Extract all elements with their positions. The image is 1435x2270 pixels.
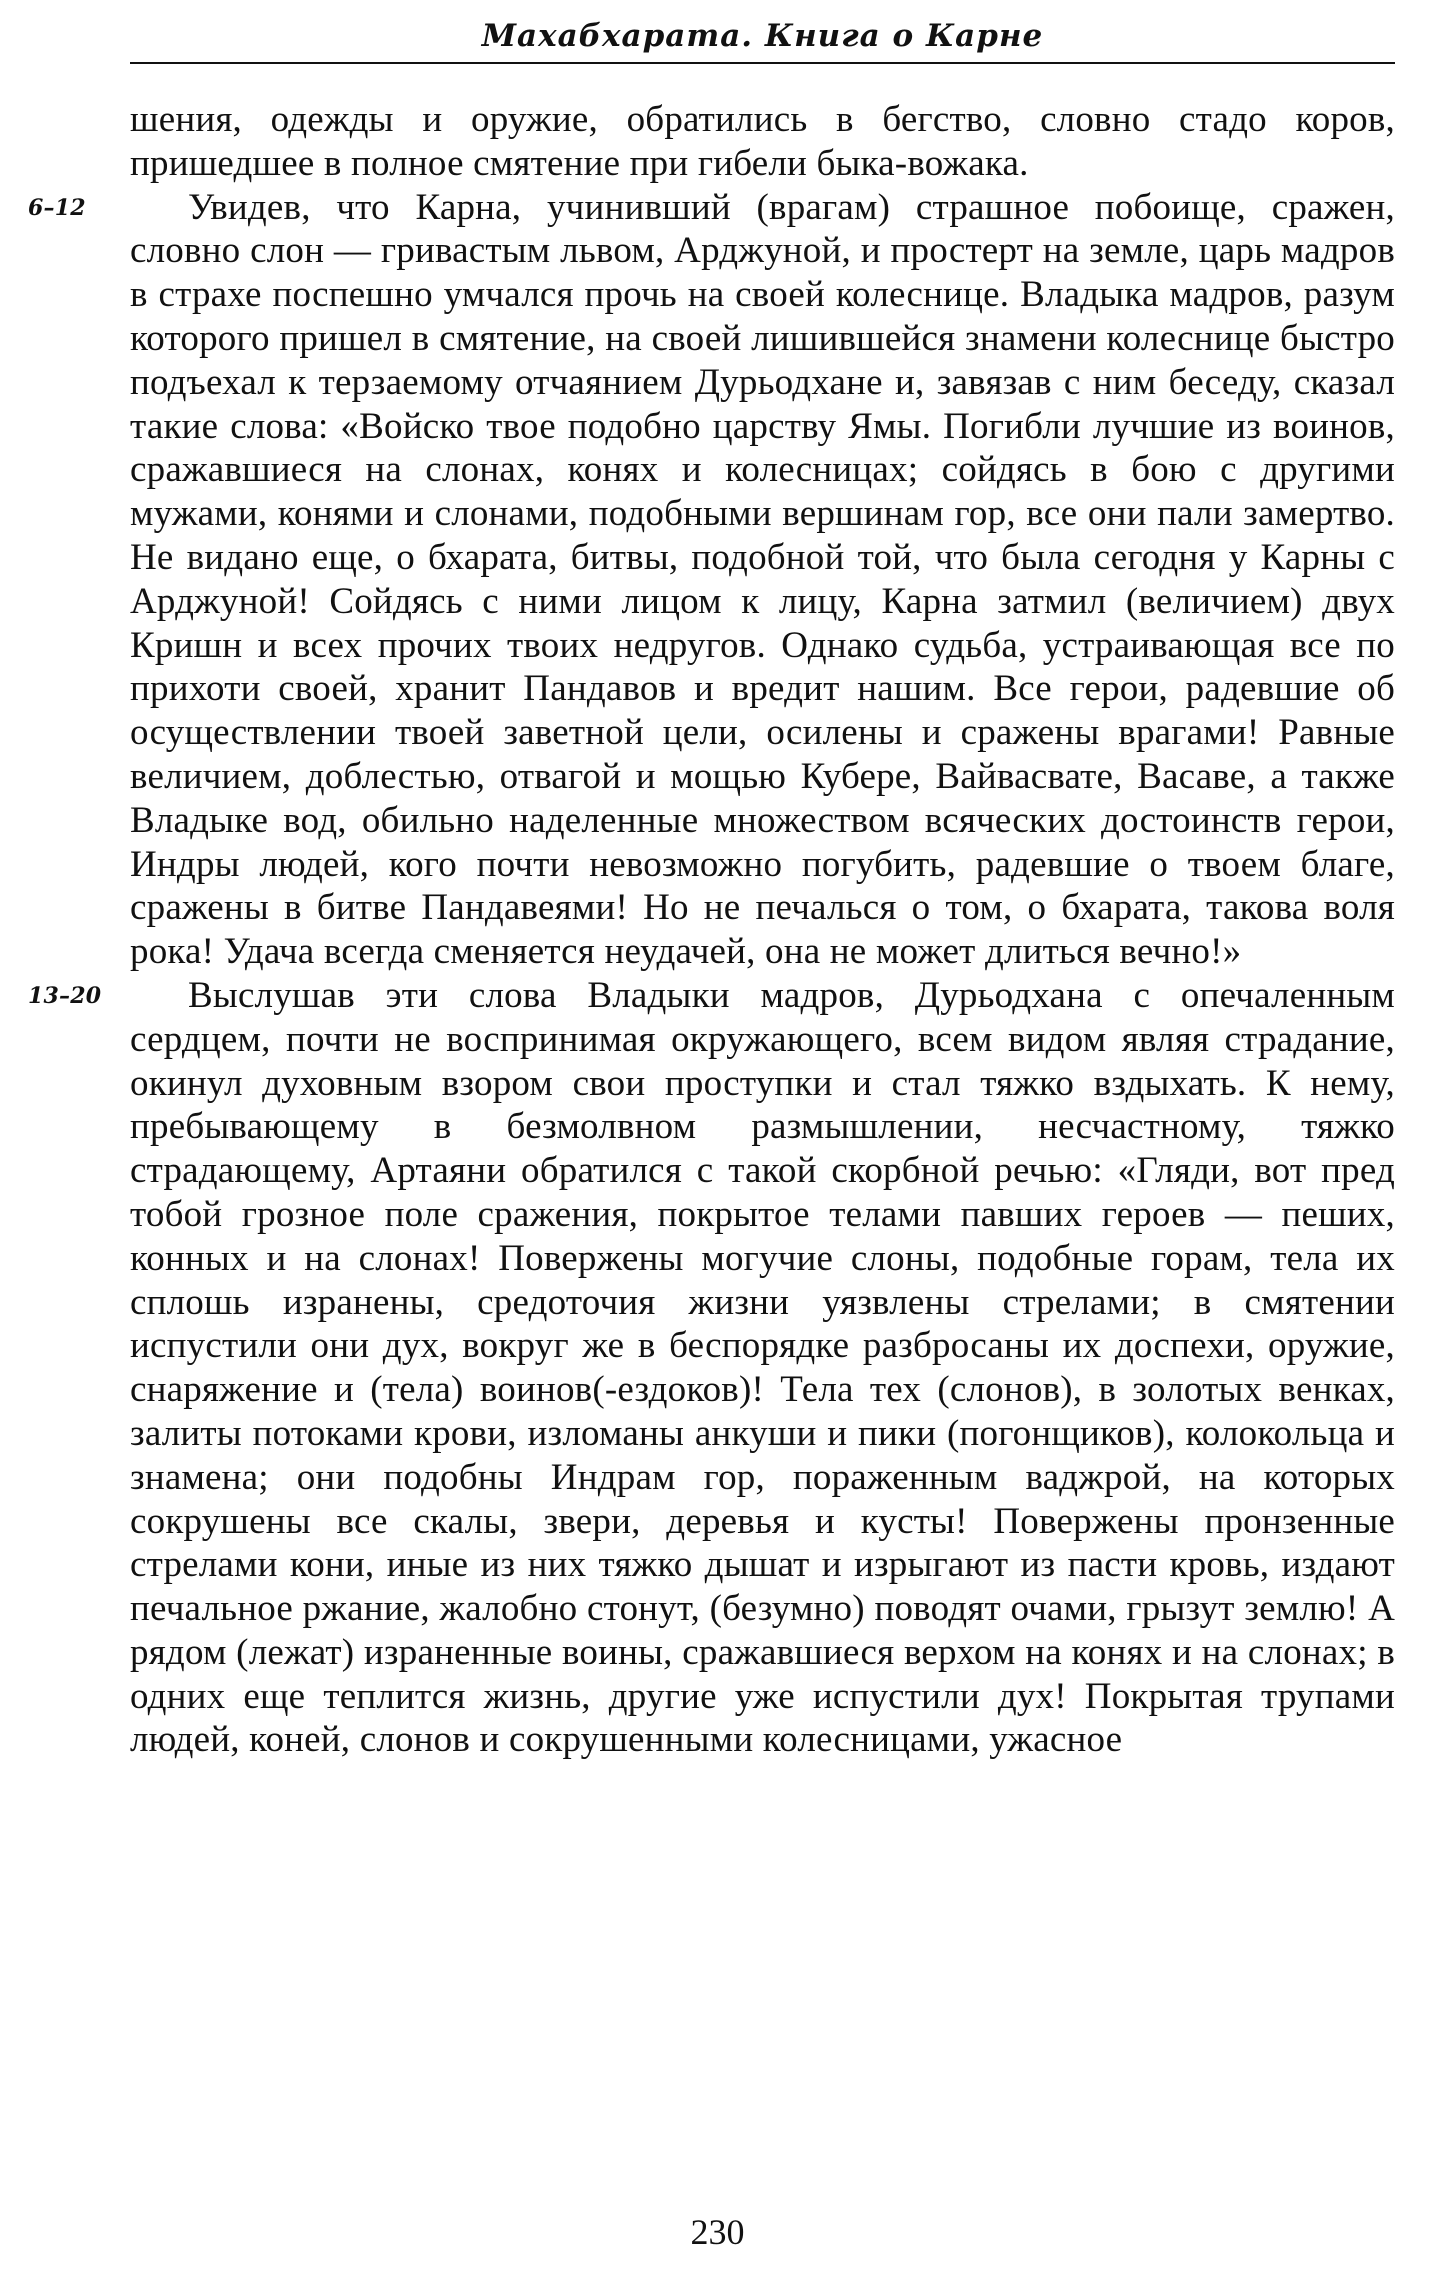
- main-text: [28, 98, 1395, 1762]
- paragraph-text: шения, одежды и оружие, обратились в бегство, словно стадо коров, пришедшее в полное смятение при гибели быка-вожака.: [130, 99, 1395, 184]
- paragraph-verses-6-12: [28, 186, 1395, 974]
- running-title: Махабхарата. Книга о Карне: [481, 18, 1044, 54]
- page-number: 230: [690, 2212, 745, 2252]
- verse-reference: 13–20: [28, 982, 102, 1009]
- paragraph-continuation: [130, 98, 1395, 186]
- paragraph-text: Выслушав эти слова Владыки мадров, Дурьодхана с опечаленным сердцем, почти не воспринимая окружающего, всем видом являя страдание, окинул духовным взором свои проступки и стал тяжко вздыхать. К нему, пребывающему в безмолвном размышлении, несчастному, тяжко страдающему, Артаяни обратился с такой скорбной речью: «Гляди, вот пред тобой грозное поле сражения, покрытое телами павших героев — пеших, конных и на слонах! Повержены могучие слоны, подобные горам, тела их сплошь изранены, средоточия жизни уязвлены стрелами; в смятении испустили они дух, вокруг же в беспорядке разбросаны их доспехи, оружие, снаряжение и (тела) воинов(-ездоков)! Тела тех (слонов), в золотых венках, залиты потоками крови, изломаны анкуши и пики (погонщиков), колокольца и знамена; они подобны Индрам гор, пораженным ваджрой, на которых сокрушены все скалы, звери, деревья и кусты! Повержены пронзенные стрелами кони, иные из них тяжко дышат и изрыгают из пасти кровь, издают печальное ржание, жалобно стонут, (безумно) поводят очами, грызут землю! А рядом (лежат) израненные воины, сражавшиеся верхом на конях и на слонах; в одних еще теплится жизнь, другие уже испустили дух! Покрытая трупами людей, коней, слонов и сокрушенными колесницами, ужасное: [130, 974, 1395, 1761]
- header-rule: [130, 62, 1395, 64]
- verse-reference: 6–12: [28, 194, 86, 221]
- paragraph-text: Увидев, что Карна, учинивший (врагам) страшное побоище, сражен, словно слон — гривастым львом, Арджуной, и простерт на земле, царь мадров в страхе поспешно умчался прочь на своей колеснице. Владыка мадров, разум которого пришел в смятение, на своей лишившейся знамени колеснице быстро подъехал к терзаемому отчаянием Дурьодхане и, завязав с ним беседу, сказал такие слова: «Войско твое подобно царству Ямы. Погибли лучшие из воинов, сражавшиеся на слонах, конях и колесницах; сойдясь в бою с другими мужами, конями и слонами, подобными вершинам гор, все они пали замертво. Не видано еще, о бхарата, битвы, подобной той, что была сегодня у Карны с Арджуной! Сойдясь с ними лицом к лицу, Карна затмил (величием) двух Кришн и всех прочих твоих недругов. Однако судьба, устраивающая все по прихоти своей, хранит Пандавов и вредит нашим. Все герои, радевшие об осуществлении твоей заветной цели, осилены и сражены врагами! Равные величием, доблестью, отвагой и мощью Кубере, Вайвасвате, Васаве, а также Владыке вод, обильно наделенные множеством всяческих достоинств герои, Индры людей, кого почти невозможно погубить, радевшие о твоем благе, сражены в битве Пандавеями! Но не печалься о том, о бхарата, такова воля рока! Удача всегда сменяется неудачей, она не может длиться вечно!»: [130, 186, 1395, 973]
- paragraph-verses-13-20: [28, 974, 1395, 1762]
